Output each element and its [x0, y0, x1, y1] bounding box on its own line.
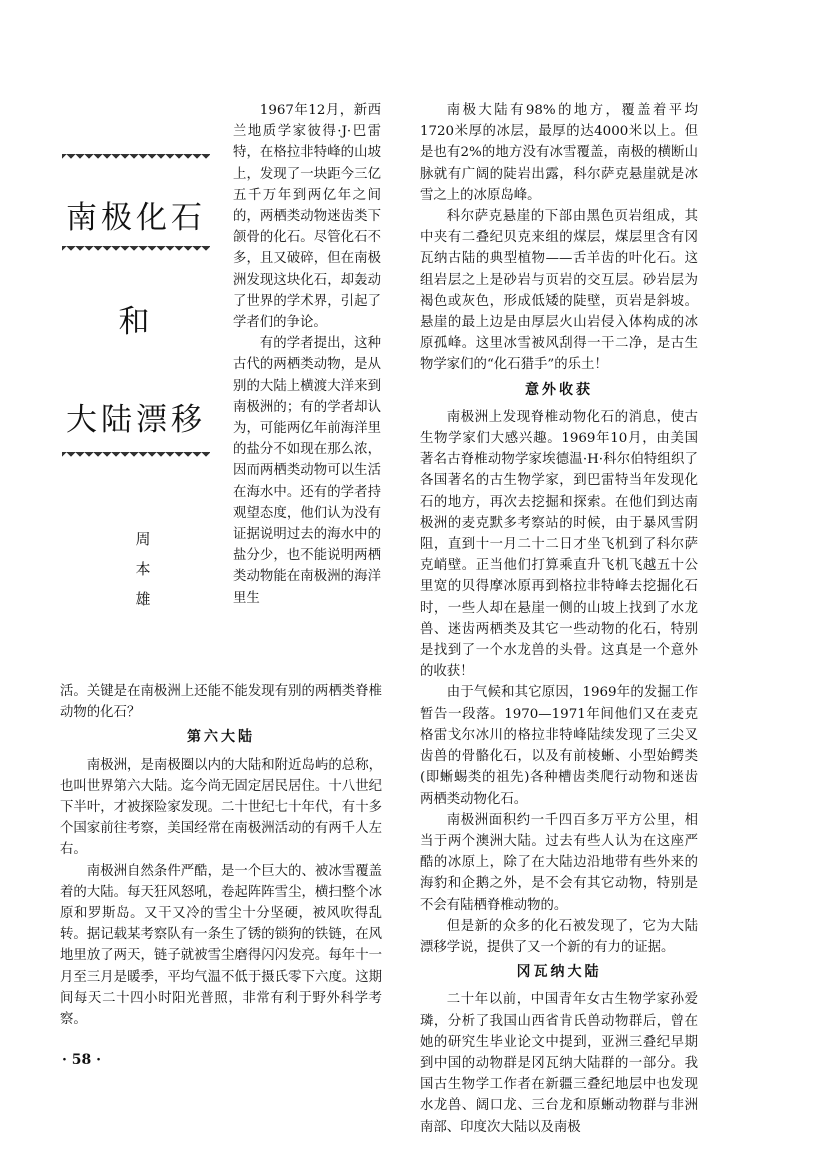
article-title-box — [62, 154, 210, 462]
section1-paragraph: 南极洲自然条件严酷，是一个巨大的、被冰雪覆盖着的大陆。每天狂风怒吼，卷起阵阵雪尘，横扫整个冰原和罗斯岛。又干又冷的雪尘十分坚硬，被风吹得乱转。据记载某考察队有一条生了锈的锁狗的铁链，在风地里放了两天，链子就被雪尘磨得闪闪发亮。每年十一月至三月是暖季，平均气温不低于摄氏零下六度。这期间每天二十四小时阳光普照，非常有利于野外科学考察。 — [60, 863, 382, 1028]
zigzag-border-middle — [62, 246, 210, 256]
intro-continuation: 活。关键是在南极洲上还能不能发现有别的两栖类脊椎动物的化石？ — [60, 684, 382, 721]
zigzag-border-bottom — [62, 452, 210, 462]
author-char: 周 — [135, 530, 151, 548]
intro-paragraph-2: 有的学者提出，这种古代的两栖类动物，是从别的大陆上横渡大洋来到南极洲的；有的学者却认为，可能两亿年前海洋里的盐分不如现在那么浓，因而两栖类动物可以生活在海水中。还有的学者持观望态度，他们认为没有证据说明过去的海水中的盐分少，也不能说明两栖类动物能在南极洲的海洋里生 — [233, 336, 381, 606]
intro-paragraph-1: 1967年12月，新西兰地质学家彼得·J·巴雷特，在格拉非特峰的山坡上，发现了一块距今三亿五千万年到两亿年之间的，两栖类动物迷齿类下颌骨的化石。尽管化石不多，且又破碎，但在南极洲发现这块化石，却轰动了世界的学术界，引起了学者们的争论。 — [233, 103, 381, 331]
title-line-2: 和 — [118, 304, 154, 340]
left-column-body — [60, 681, 382, 1030]
col2-paragraph: 科尔萨克悬崖的下部由黑色页岩组成，其中夹有二叠纪贝克来组的煤层，煤层里含有冈瓦纳古陆的典型植物——舌羊齿的叶化石。这组岩层之上是砂岩与页岩的交互层。砂岩层为褐色或灰色，形成低矮的陡壁，页岩是斜坡。悬崖的最上边是由厚层火山岩侵入体构成的冰原孤峰。这里冰雪被风刮得一干二净，是古生物学家们的“化石猎手”的乐土！ — [420, 209, 698, 373]
section-heading-unexpected-harvest: 意外收获 — [525, 381, 593, 398]
title-line-3: 大陆漂移 — [66, 402, 206, 438]
col2-paragraph: 南极大陆有98%的地方，覆盖着平均1720米厚的冰层，最厚的达4000米以上。但是也有2%的地方没有冰雪覆盖，南极的横断山脉就有广阔的陡岩出露，科尔萨克悬崖就是冰雪之上的冰原岛峰。 — [420, 103, 698, 203]
intro-narrow-column — [233, 100, 381, 609]
right-column-body — [420, 100, 698, 1138]
section-heading-sixth-continent: 第六大陆 — [187, 729, 255, 746]
author-char: 雄 — [135, 590, 151, 608]
zigzag-border-top — [62, 154, 210, 164]
author-char: 本 — [135, 560, 151, 578]
section2-paragraph: 由于气候和其它原因，1969年的发掘工作暂告一段落。1970—1971年间他们又在麦克格雷戈尔冰川的格拉非特峰陆续发现了三尖叉齿兽的骨骼化石，以及有前棱蜥、小型始鳄类(即蜥蜴类的祖先)各种槽齿类爬行动物和迷齿两栖类动物化石。 — [420, 685, 698, 807]
section-heading-gondwana: 冈瓦纳大陆 — [516, 964, 602, 981]
section2-paragraph: 但是新的众多的化石被发现了，它为大陆漂移学说，提供了又一个新的有力的证据。 — [420, 918, 698, 955]
section2-paragraph: 南极洲面积约一千四百多万平方公里，相当于两个澳洲大陆。过去有些人认为在这座严酷的冰原上，除了在大陆边沿地带有些外来的海豹和企鹅之外，是不会有其它动物，特别是不会有陆栖脊椎动物的。 — [420, 812, 698, 913]
section1-paragraph: 南极洲，是南极圈以内的大陆和附近岛屿的总称，也叫世界第六大陆。迄今尚无固定居民居住。十八世纪下半叶，才被探险家发现。二十世纪七十年代，有十多个国家前往考察，美国经常在南极洲活动的有两千人左右。 — [60, 757, 382, 858]
title-line-1: 南极化石 — [66, 200, 206, 236]
section3-paragraph: 二十年以前，中国青年女古生物学家孙爱璘，分析了我国山西省肯氏兽动物群后，曾在她的研究生毕业论文中提到，亚洲三叠纪早期到中国的动物群是冈瓦纳大陆群的一部分。我国古生物学工作者在新疆三叠纪地层中也发现水龙兽、阔口龙、三台龙和原蜥动物群与非洲南部、印度次大陆以及南极 — [420, 992, 698, 1135]
section2-paragraph: 南极洲上发现脊椎动物化石的消息，使古生物学家们大感兴趣。1969年10月，由美国著名古脊椎动物学家埃德温·H·科尔伯特组织了各国著名的古生物学家，到巴雷特当年发现化石的地方，再次去挖掘和探索。在他们到达南极洲的麦克默多考察站的时候，由于暴风雪阴阻，直到十一月二十二日才坐飞机到了科尔萨克峭壁。正当他们打算乘直升飞机飞越五十公里宽的贝得摩冰原再到格拉非特峰去挖掘化石时，一些人却在悬崖一侧的山坡上找到了水龙兽、迷齿两栖类及其它一些动物的化石，特别是找到了一个水龙兽的头骨。这真是一个意外的收获！ — [420, 409, 698, 680]
author-name — [128, 524, 158, 614]
page-number: · 58 · — [62, 1052, 101, 1068]
